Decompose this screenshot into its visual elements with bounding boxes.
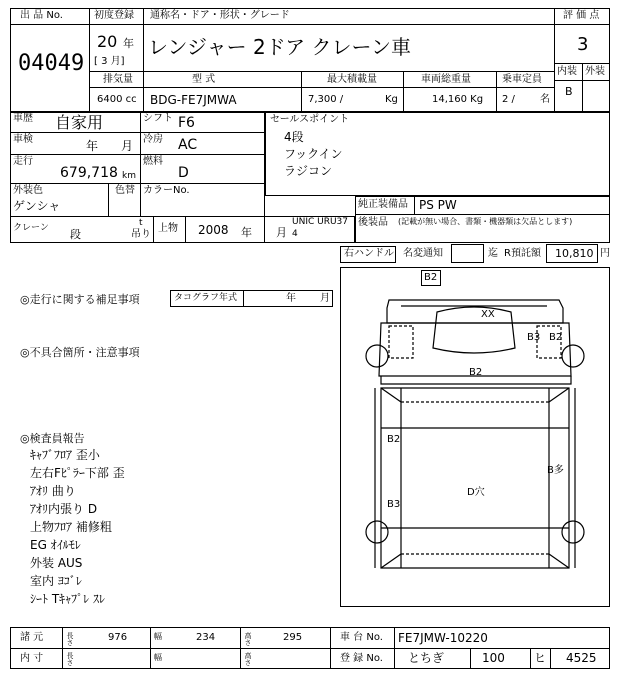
max-load-unit: Kg — [385, 94, 398, 105]
inspector-note: 左右Fﾋﾟﾗｰ下部 歪 — [30, 466, 125, 480]
shift-label: シフト — [143, 113, 173, 124]
length-label: 長さ — [66, 632, 74, 646]
interior-grade-value: B — [565, 85, 573, 98]
name-change-box — [451, 244, 484, 263]
upper-model-sub: 4 — [292, 229, 298, 239]
damage-mark: B2 — [469, 367, 483, 378]
sales-point-item: ラジコン — [284, 164, 333, 178]
damage-mark: B2 — [387, 434, 401, 445]
first-reg-year: 20 — [97, 32, 118, 51]
reg-label: 登 録 No. — [340, 653, 383, 664]
sales-point-item: 4段 — [284, 130, 304, 144]
first-reg-year-unit: 年 — [123, 37, 134, 50]
interior-dims-label: 内 寸 — [20, 653, 44, 664]
recycle-label: R預託額 — [504, 248, 541, 259]
capacity-value: 2 / — [502, 94, 515, 105]
int-width-label: 幅 — [154, 653, 162, 662]
crane-stage-unit: 段 — [70, 228, 81, 241]
reg-number: 4525 — [566, 651, 597, 665]
upper-model: UNIC URU37 — [292, 217, 348, 227]
after-parts-label: 後装品 — [358, 217, 388, 228]
inspector-note: ｼｰﾄ Tｷｬﾌﾟﾚ ｽﾚ — [30, 592, 105, 606]
tacho-month-unit: 月 — [320, 293, 330, 304]
crane-ton-unit: t — [139, 218, 143, 228]
defects-label: ◎不具合箇所・注意事項 — [20, 346, 140, 359]
tachograph-label: タコグラフ年式 — [174, 293, 238, 303]
reg-kana: ヒ — [534, 651, 547, 665]
rating-label: 評 価 点 — [563, 10, 600, 21]
truck-outline — [341, 268, 611, 608]
displacement-label: 排気量 — [103, 74, 133, 85]
max-load-value: 7,300 / — [308, 94, 344, 105]
inspector-label: ◎検査員報告 — [20, 432, 85, 445]
mileage-label: 走行 — [13, 156, 33, 167]
mileage-value: 679,718 — [60, 165, 118, 181]
shift-value: F6 — [178, 115, 195, 131]
history-value: 自家用 — [55, 113, 104, 132]
color-change-label: 色替 — [115, 185, 135, 196]
width-label: 幅 — [154, 632, 162, 641]
first-reg-label: 初度登録 — [94, 10, 134, 21]
tax-until-label: 迄 — [488, 248, 498, 259]
model-value: BDG-FE7JMWA — [150, 93, 237, 107]
reg-class: 100 — [482, 651, 505, 665]
gross-weight-label: 車両総重量 — [421, 74, 471, 85]
crane-lift-unit: 吊り — [131, 229, 151, 240]
history-label: 車歴 — [13, 113, 33, 124]
ext-color-label: 外装色 — [13, 185, 43, 196]
ext-color-value: ゲンシャ — [13, 199, 61, 213]
reg-place: とちぎ — [408, 651, 445, 665]
lot-number: 04049 — [18, 51, 85, 76]
upper-year-unit: 年 — [241, 226, 252, 239]
car-name: レンジャー 2ドア クレーン車 — [148, 35, 412, 59]
fuel-label: 燃料 — [143, 156, 163, 167]
after-parts-note: (記載が無い場合、書類・機器類は欠品とします) — [398, 217, 573, 226]
inspector-note: 室内 ﾖｺﾞﾚ — [30, 574, 82, 588]
rating-value: 3 — [577, 34, 589, 55]
damage-mark: B2 — [549, 332, 563, 343]
name-change-label: 名変通知 — [403, 248, 443, 259]
color-number-label: カラーNo. — [143, 185, 190, 196]
width-value: 234 — [196, 632, 216, 643]
tacho-year-unit: 年 — [286, 293, 296, 304]
capacity-label: 乗車定員 — [502, 74, 542, 85]
interior-grade-label: 内装 — [557, 66, 577, 77]
recycle-unit: 円 — [600, 248, 610, 259]
max-load-label: 最大積載量 — [327, 74, 377, 85]
inspector-note: ｱｵﾘ 曲り — [30, 484, 76, 498]
right-handle-label: 右ハンドル — [344, 248, 394, 259]
upper-month-unit: 月 — [276, 226, 287, 239]
car-name-label: 通称名・ドア・形状・グレード — [150, 10, 290, 21]
inspection-month-unit: 月 — [121, 139, 134, 153]
damage-mark: D穴 — [467, 487, 485, 498]
damage-mark: B3 — [387, 499, 401, 510]
damage-mark: B多 — [547, 465, 564, 476]
height-label: 高さ — [244, 632, 252, 646]
lot-label: 出 品 No. — [20, 10, 63, 21]
chassis-value: FE7JMW-10220 — [398, 631, 488, 645]
capacity-unit: 名 — [540, 94, 550, 105]
equipment-value: PS PW — [419, 198, 457, 212]
recycle-value: 10,810 — [555, 247, 594, 260]
dims-label: 諸 元 — [20, 632, 44, 643]
height-value: 295 — [283, 632, 303, 643]
length-value: 976 — [108, 632, 128, 643]
chassis-label: 車 台 No. — [340, 632, 383, 643]
upper-label: 上物 — [158, 223, 178, 234]
inspector-notes — [30, 446, 125, 608]
damage-mark: B3 — [527, 332, 541, 343]
mileage-unit: km — [122, 171, 136, 181]
crane-label: クレーン — [13, 223, 49, 233]
supplement-label: ◎走行に関する補足事項 — [20, 293, 140, 306]
ac-label: 冷房 — [143, 134, 163, 145]
inspection-label: 車検 — [13, 134, 33, 145]
inspector-note: ｷｬﾌﾞﾌﾛｱ 歪小 — [30, 448, 100, 462]
inspector-note: EG ｵｲﾙﾓﾚ — [30, 538, 81, 552]
upper-year: 2008 — [198, 223, 229, 237]
fuel-value: D — [178, 165, 189, 181]
first-reg-month: [ 3 月] — [94, 56, 125, 67]
inspector-note: ｱｵﾘ内張り D — [30, 502, 98, 516]
vehicle-diagram — [340, 267, 610, 607]
sales-point-item: フックイン — [284, 147, 343, 161]
int-length-label: 長さ — [66, 652, 74, 666]
equipment-label: 純正装備品 — [358, 199, 408, 210]
gross-weight-value: 14,160 Kg — [432, 94, 484, 105]
displacement-value: 6400 cc — [97, 94, 137, 105]
damage-mark: B2 — [424, 272, 438, 283]
int-height-label: 高さ — [244, 652, 252, 666]
inspection-year-unit: 年 — [86, 139, 99, 153]
damage-mark: XX — [481, 309, 495, 320]
ac-value: AC — [178, 137, 198, 153]
model-label: 型 式 — [192, 74, 216, 85]
inspector-note: 上物ﾌﾛｱ 補修粗 — [30, 520, 112, 534]
exterior-grade-label: 外装 — [585, 66, 605, 77]
sales-points-label: セールスポイント — [270, 114, 350, 125]
inspector-note: 外装 AUS — [30, 556, 83, 570]
